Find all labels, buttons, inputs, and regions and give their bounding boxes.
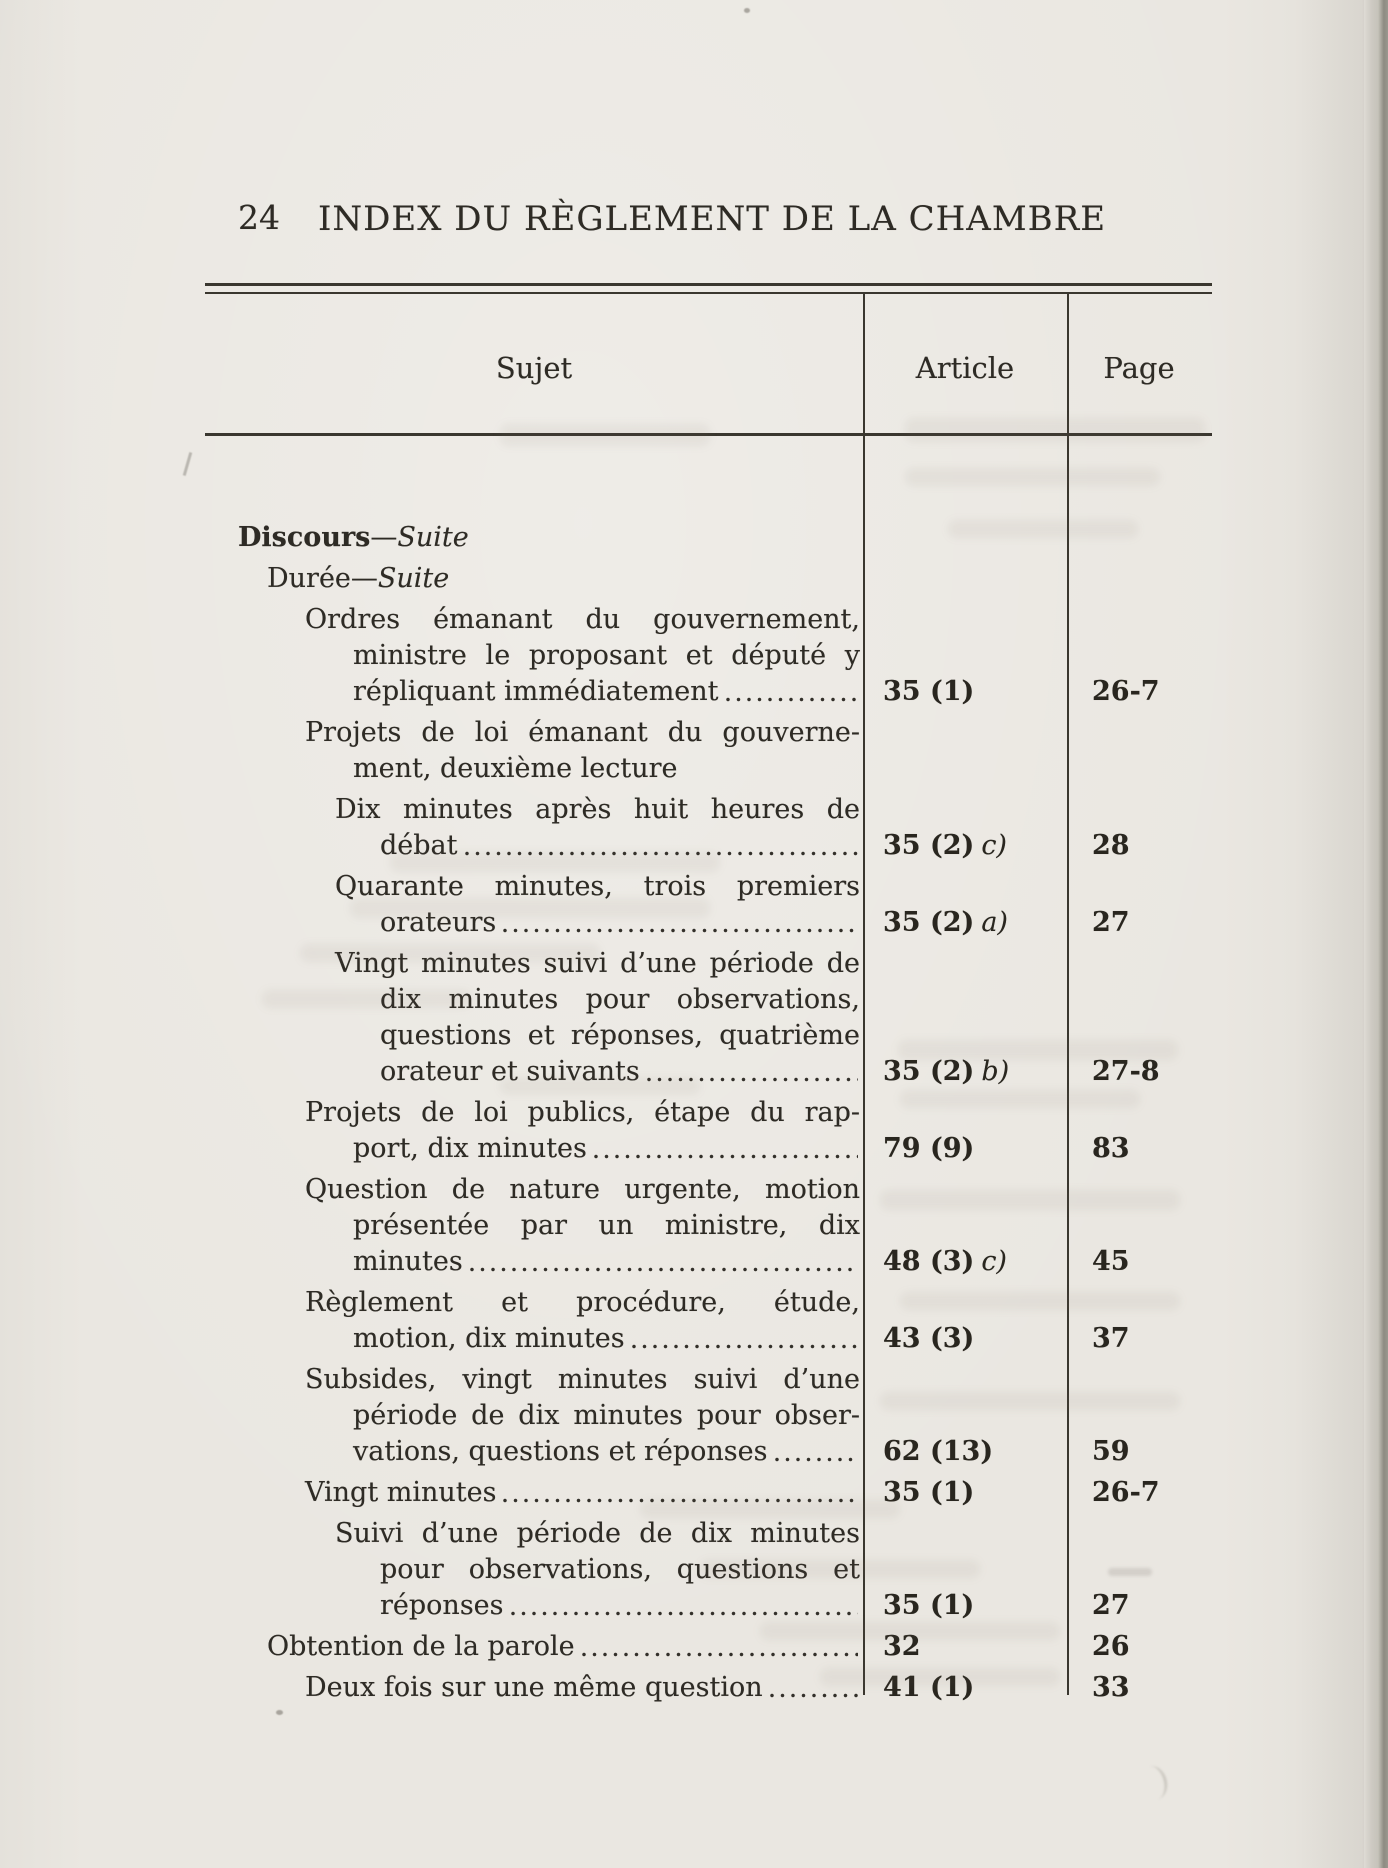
column-header-article: Article — [915, 351, 1015, 385]
column-divider-sujet-article — [863, 294, 865, 1695]
dot-leader — [726, 674, 858, 710]
bleed-through-smudge — [700, 1560, 980, 1578]
bleed-through-smudge — [900, 1090, 1140, 1108]
index-line-text: Dix minutes après huit heures de — [335, 794, 860, 825]
index-line — [205, 1285, 860, 1321]
index-line-text: période de dix minutes pour obser- — [353, 1400, 860, 1431]
index-line — [205, 1362, 860, 1398]
index-line-text: motion, dix minutes — [353, 1323, 625, 1354]
bleed-through-smudge — [500, 424, 710, 446]
column-header-page: Page — [1103, 351, 1175, 385]
column-divider-article-page — [1067, 294, 1069, 1695]
article-paragraph-letter: a) — [981, 907, 1008, 938]
index-line-text: Règlement et procédure, étude, — [305, 1287, 860, 1318]
article-number: 35 (1) — [883, 1477, 975, 1508]
page-title: INDEX DU RÈGLEMENT DE LA CHAMBRE — [317, 199, 1107, 239]
index-line-text: Projets de loi émanant du gouverne- — [305, 717, 860, 748]
article-number: 43 (3) — [883, 1323, 975, 1354]
index-line-text: réponses — [380, 1590, 504, 1621]
page-ref: 27 — [1092, 1590, 1130, 1621]
bleed-through-smudge — [300, 944, 600, 962]
article-ref — [883, 1321, 974, 1357]
index-line-text: minutes — [353, 1246, 463, 1277]
index-line — [205, 602, 860, 638]
index-line-text: dix minutes pour observations, — [380, 984, 860, 1015]
article-number: 35 (1) — [883, 1590, 975, 1621]
index-line-text: Durée—Suite — [267, 563, 450, 594]
index-line — [205, 792, 860, 828]
index-line — [205, 1095, 860, 1131]
index-line-text: orateur et suivants — [380, 1056, 640, 1087]
article-ref — [883, 1131, 974, 1167]
index-line — [205, 638, 860, 674]
index-line-text: débat — [380, 830, 458, 861]
article-ref — [883, 828, 1007, 864]
index-line — [205, 1131, 860, 1167]
index-line-text: répliquant immédiatement — [353, 676, 719, 707]
index-line-text: orateurs — [380, 907, 497, 938]
page-ref: 28 — [1092, 830, 1130, 861]
bleed-through-smudge — [880, 1190, 1180, 1210]
index-line-text: Projets de loi publics, étape du rap- — [305, 1097, 860, 1128]
article-number: 35 (2) — [883, 1056, 975, 1087]
article-ref — [883, 1588, 974, 1624]
page-ref: 37 — [1092, 1323, 1130, 1354]
page-ref: 83 — [1092, 1133, 1130, 1164]
bleed-through-smudge — [900, 1292, 1180, 1310]
index-line — [205, 715, 860, 751]
index-line — [205, 561, 860, 597]
ink-speck — [276, 1710, 283, 1715]
article-ref — [883, 674, 974, 710]
index-line — [205, 751, 860, 787]
page-edge-shadow — [1362, 0, 1388, 1868]
index-line-text: Suivi d’une période de dix minutes — [335, 1518, 860, 1549]
index-line-text: Question de nature urgente, motion — [305, 1174, 860, 1205]
bleed-through-smudge — [760, 1622, 1060, 1640]
index-line-text: port, dix minutes — [353, 1133, 587, 1164]
bleed-through-smudge — [350, 898, 710, 918]
dot-leader — [632, 1321, 858, 1357]
article-number: 35 (1) — [883, 676, 975, 707]
dot-leader — [470, 1244, 858, 1280]
column-header-sujet: Sujet — [495, 351, 573, 385]
dot-leader — [511, 1588, 858, 1624]
index-line-text: Deux fois sur une même question — [305, 1672, 763, 1703]
index-line-text: Discours—Suite — [238, 522, 469, 553]
bleed-through-smudge — [948, 520, 1138, 538]
dot-leader — [775, 1434, 859, 1470]
index-line — [205, 1670, 860, 1706]
index-line — [205, 674, 860, 710]
bleed-through-smudge — [820, 1668, 1060, 1686]
table-top-double-rule — [205, 283, 1212, 294]
article-ref — [883, 905, 1008, 941]
index-line — [205, 520, 860, 556]
index-line — [205, 1018, 860, 1054]
article-number: 48 (3) — [883, 1246, 975, 1277]
index-line-text: Obtention de la parole — [267, 1631, 575, 1662]
article-paragraph-letter: c) — [981, 1246, 1007, 1277]
page-edge-shading — [1294, 0, 1364, 1868]
bleed-through-smudge — [500, 1078, 700, 1094]
index-line-text: Quarante minutes, trois premiers — [335, 871, 860, 902]
bleed-through-smudge — [640, 1500, 900, 1518]
index-line-text: Ordres émanant du gouvernement, — [305, 604, 860, 635]
index-line — [205, 1398, 860, 1434]
page-ref: 27 — [1092, 907, 1130, 938]
bleed-through-smudge — [390, 852, 720, 872]
margin-mark — [183, 452, 192, 476]
article-number: 35 (2) — [883, 907, 975, 938]
index-line — [205, 1172, 860, 1208]
article-paragraph-letter: c) — [981, 830, 1007, 861]
index-line-text: Vingt minutes — [305, 1477, 497, 1508]
article-paragraph-letter: b) — [981, 1056, 1010, 1087]
article-ref — [883, 1244, 1007, 1280]
bleed-through-smudge — [898, 1040, 1178, 1060]
index-line-text: questions et réponses, quatrième — [380, 1020, 860, 1051]
index-line-text: pour observations, questions et — [380, 1554, 860, 1585]
index-line — [205, 1321, 860, 1357]
article-number: 41 (1) — [883, 1672, 975, 1703]
page-ref: 33 — [1092, 1672, 1130, 1703]
index-line — [205, 1244, 860, 1280]
page-ref: 45 — [1092, 1246, 1130, 1277]
article-number: 79 (9) — [883, 1133, 975, 1164]
index-line-text: vations, questions et réponses — [353, 1436, 768, 1467]
index-line-text: Subsides, vingt minutes suivi d’une — [305, 1364, 860, 1395]
bleed-through-smudge — [880, 1392, 1180, 1410]
index-line — [205, 1434, 860, 1470]
article-number: 32 — [883, 1631, 921, 1662]
index-line — [205, 1588, 860, 1624]
index-line-text: présentée par un ministre, dix — [353, 1210, 860, 1241]
page-number: 24 — [238, 198, 280, 237]
bleed-through-smudge — [905, 418, 1205, 442]
page-ref: 26-7 — [1092, 1477, 1160, 1508]
dot-leader — [594, 1131, 858, 1167]
bleed-through-smudge — [905, 468, 1160, 486]
index-line-text: ment, deuxième lecture — [353, 753, 678, 784]
page-curl-mark — [1136, 1763, 1170, 1803]
index-line — [205, 1208, 860, 1244]
page-ref: 59 — [1092, 1436, 1130, 1467]
article-number: 62 (13) — [883, 1436, 994, 1467]
page-ref: 26 — [1092, 1631, 1130, 1662]
page-ref: 26-7 — [1092, 676, 1160, 707]
bleed-through-smudge — [262, 990, 472, 1008]
article-number: 35 (2) — [883, 830, 975, 861]
ink-speck — [744, 8, 750, 13]
index-line-text: ministre le proposant et député y — [353, 640, 860, 671]
index-line-text: Vingt minutes suivi d’une période de — [335, 948, 860, 979]
index-line — [205, 1516, 860, 1552]
pencil-smudge — [1108, 1568, 1152, 1576]
article-ref — [883, 1434, 993, 1470]
page-ref: 27-8 — [1092, 1056, 1160, 1087]
